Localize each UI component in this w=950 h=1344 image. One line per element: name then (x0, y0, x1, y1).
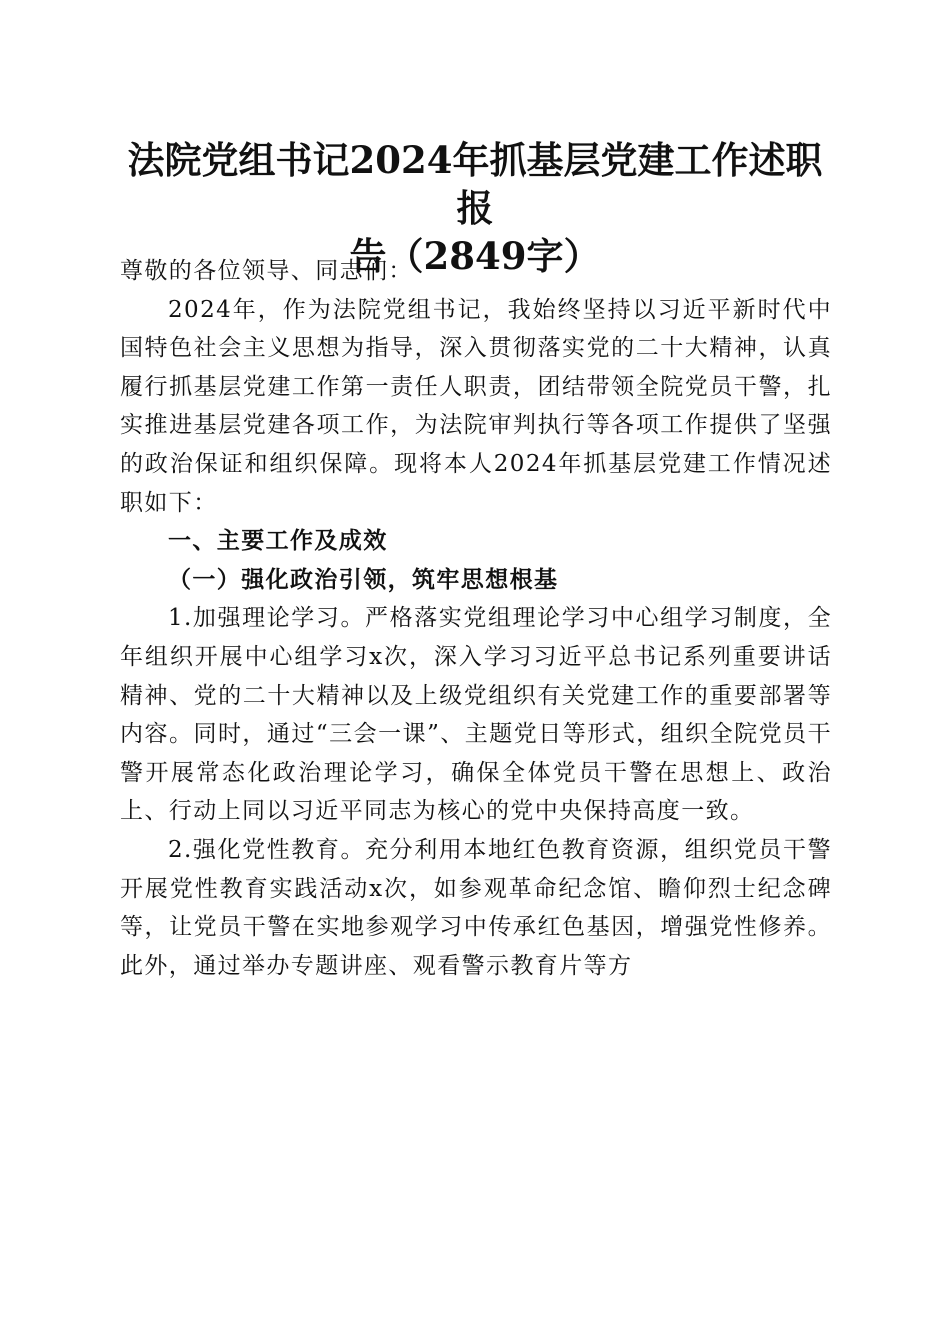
document-title-line-1: 法院党组书记2024年抓基层党建工作述职报 (127, 138, 823, 230)
subsection-heading: （一）强化政治引领，筑牢思想根基 (168, 565, 559, 593)
salutation: 尊敬的各位领导、同志们： (120, 258, 413, 284)
intro-paragraph: 2024年，作为法院党组书记，我始终坚持以习近平新时代中国特色社会主义思想为指导，深入贯彻落实党的二十大精神，认真履行抓基层党建工作第一责任人职责，团结带领全院党员干警，扎实推进基层党建各项工作，为法院审判执行等各项工作提供了坚强的政治保证和组织保障。现将本人2024年抓基层党建工作情况述职如下： (120, 296, 832, 516)
document-title-line-2: 告（2849字） (349, 234, 601, 278)
item-paragraph-2: 2.强化党性教育。充分利用本地红色教育资源，组织党员干警开展党性教育实践活动x次，如参观革命纪念馆、瞻仰烈士纪念碑等，让党员干警在实地参观学习中传承红色基因，增强党性修养。此外，通过举办专题讲座、观看警示教育片等方 (120, 836, 832, 979)
item-paragraph-1: 1.加强理论学习。严格落实党组理论学习中心组学习制度，全年组织开展中心组学习x次，深入学习习近平总书记系列重要讲话精神、党的二十大精神以及上级党组织有关党建工作的重要部署等内容。同时，通过“三会一课”、主题党日等形式，组织全院党员干警开展常态化政治理论学习，确保全体党员干警在思想上、政治上、行动上同以习近平同志为核心的党中央保持高度一致。 (120, 605, 832, 825)
document-body (120, 252, 832, 985)
section-heading: 一、主要工作及成效 (168, 528, 388, 555)
